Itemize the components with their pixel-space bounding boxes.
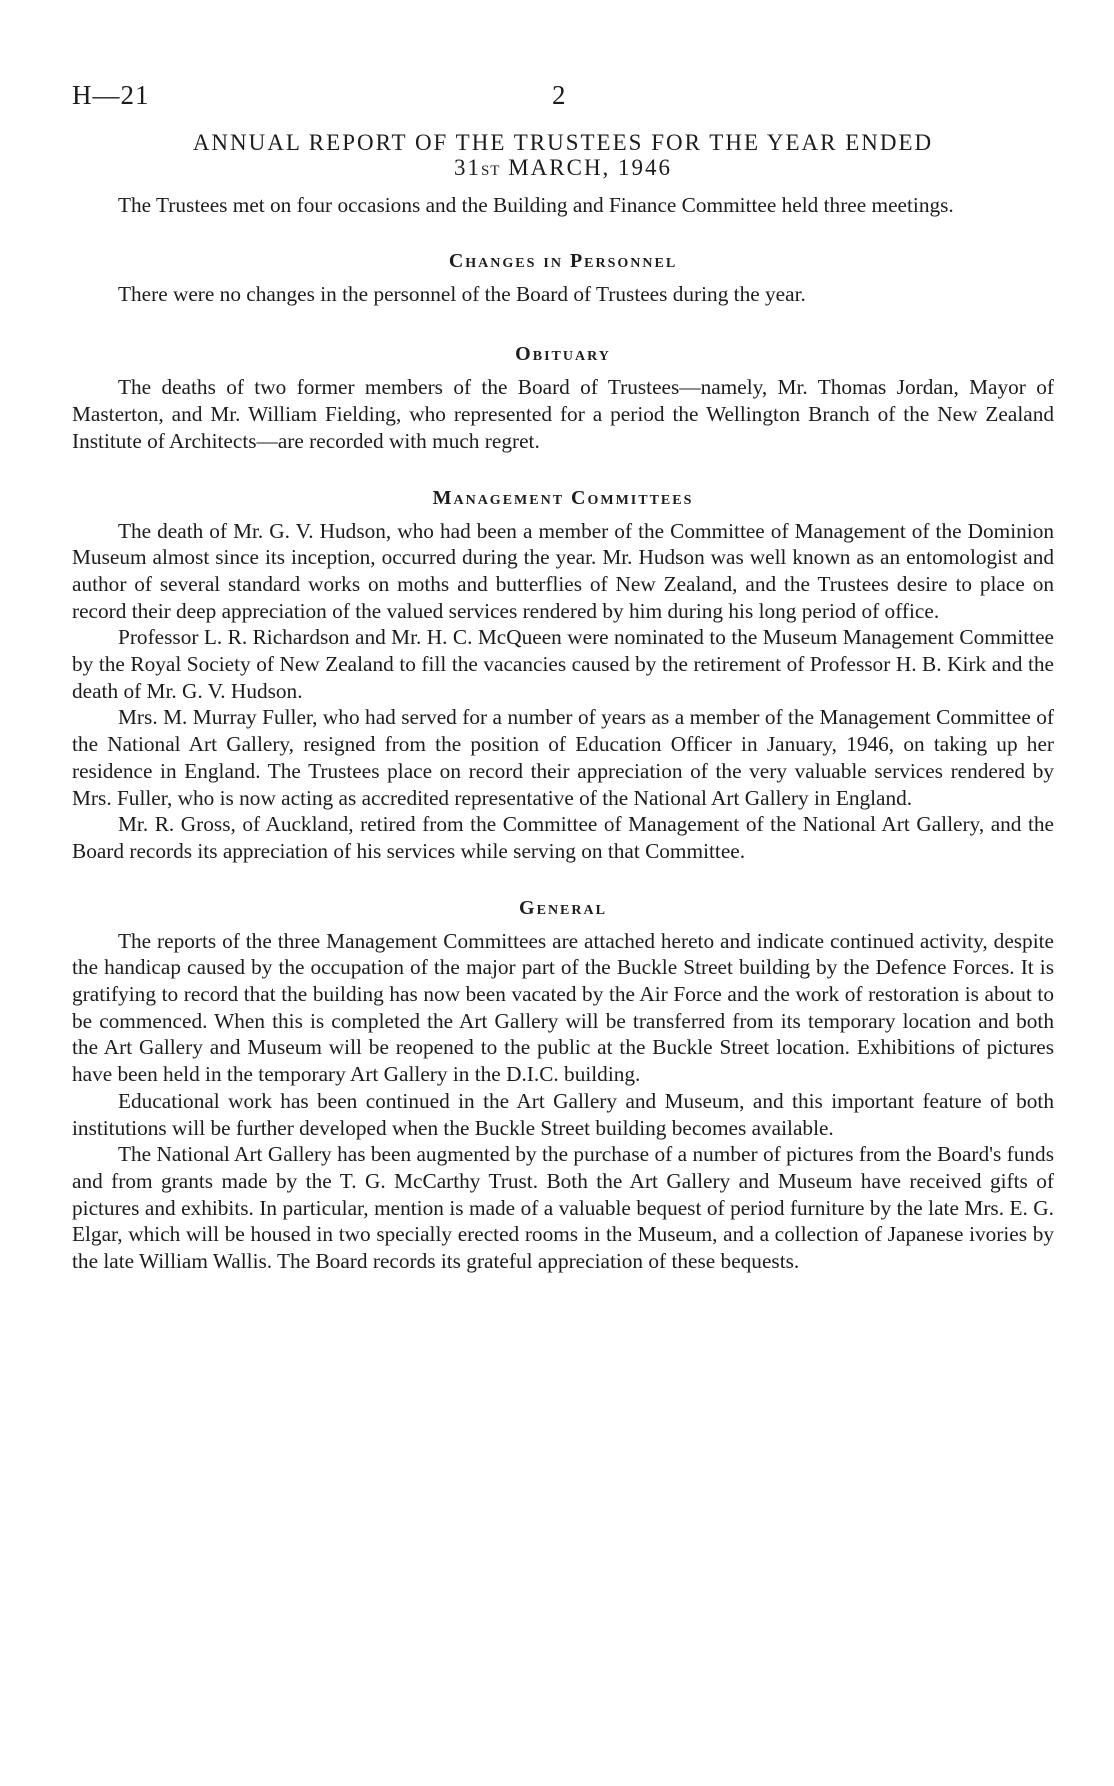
section-heading-obituary: Obituary <box>515 343 611 366</box>
page-header <box>72 80 1054 114</box>
obituary-paragraph: The deaths of two former members of the Board of Trustees—namely, Mr. Thomas Jordan, Mayor of Masterton, and Mr. William Fielding, who represented for a period the Wellington Branch of the New Zealand Institute of Architects—are recorded with much regret. <box>72 375 1054 453</box>
general-paragraph-bequests: The National Art Gallery has been augmented by the purchase of a number of pictures from the Board's funds and from grants made by the T. G. McCarthy Trust. Both the Art Gallery and Museum have received gifts of pictures and exhibits. In particular, mention is made of a valuable bequest of period furniture by the late Mrs. E. G. Elgar, which will be housed in two specially erected rooms in the Museum, and a collection of Japanese ivories by the late William Wallis. The Board records its grateful appreciation of these bequests. <box>72 1142 1054 1274</box>
management-paragraph-gross: Mr. R. Gross, of Auckland, retired from the Committee of Management of the National Art Gallery, and the Board records its appreciation of his services while serving on that Committee. <box>72 812 1054 863</box>
section-heading-management-committees: Management Committees <box>432 486 694 509</box>
document-reference: H—21 <box>72 80 150 110</box>
page-number: 2 <box>552 80 567 110</box>
section-heading-general: General <box>519 896 607 919</box>
intro-paragraph: The Trustees met on four occasions and the Building and Finance Committee held three meetings. <box>118 193 954 217</box>
title-day: 31 <box>453 155 481 180</box>
report-title: ANNUAL REPORT OF THE TRUSTEES FOR THE YEAR ENDED <box>192 130 934 155</box>
report-title-date <box>72 155 1054 184</box>
title-day-suffix: ST <box>480 163 501 179</box>
section-heading-changes-in-personnel: Changes in Personnel <box>448 249 678 272</box>
title-month-year: MARCH, 1946 <box>508 155 673 180</box>
document-page <box>72 80 1054 1275</box>
general-paragraph-education: Educational work has been continued in the Art Gallery and Museum, and this important feature of both institutions will be further developed when the Buckle Street building becomes available. <box>72 1088 1054 1140</box>
management-paragraph-nominations: Professor L. R. Richardson and Mr. H. C. McQueen were nominated to the Museum Management Committee by the Royal Society of New Zealand to fill the vacancies caused by the retirement of Professor H. B. Kirk and the death of Mr. G. V. Hudson. <box>72 625 1054 703</box>
general-paragraph-reports: The reports of the three Management Committees are attached hereto and indicate continued activity, despite the handicap caused by the occupation of the major part of the Buckle Street building by the Defence Forces. It is gratifying to record that the building has now been vacated by the Air Force and the work of restoration is about to be commenced. When this is completed the Art Gallery will be transferred from its temporary location and both the Art Gallery and Museum will be reopened to the public at the Buckle Street location. Exhibitions of pictures have been held in the temporary Art Gallery in the D.I.C. building. <box>72 928 1054 1087</box>
personnel-paragraph: There were no changes in the personnel of the Board of Trustees during the year. <box>118 281 806 306</box>
management-paragraph-hudson: The death of Mr. G. V. Hudson, who had been a member of the Committee of Management of the Dominion Museum almost since its inception, occurred during the year. Mr. Hudson was well known as an entomologist and author of several standard works on moths and butterflies of New Zealand, and the Trustees desire to place on record their deep appreciation of the valued services rendered by him during his long period of office. <box>72 518 1054 623</box>
management-paragraph-fuller: Mrs. M. Murray Fuller, who had served for a number of years as a member of the Management Committee of the National Art Gallery, resigned from the position of Education Officer in January, 1946, on taking up her residence in England. The Trustees place on record their appreciation of the very valuable services rendered by Mrs. Fuller, who is now acting as accredited representative of the National Art Gallery in England. <box>72 705 1054 810</box>
